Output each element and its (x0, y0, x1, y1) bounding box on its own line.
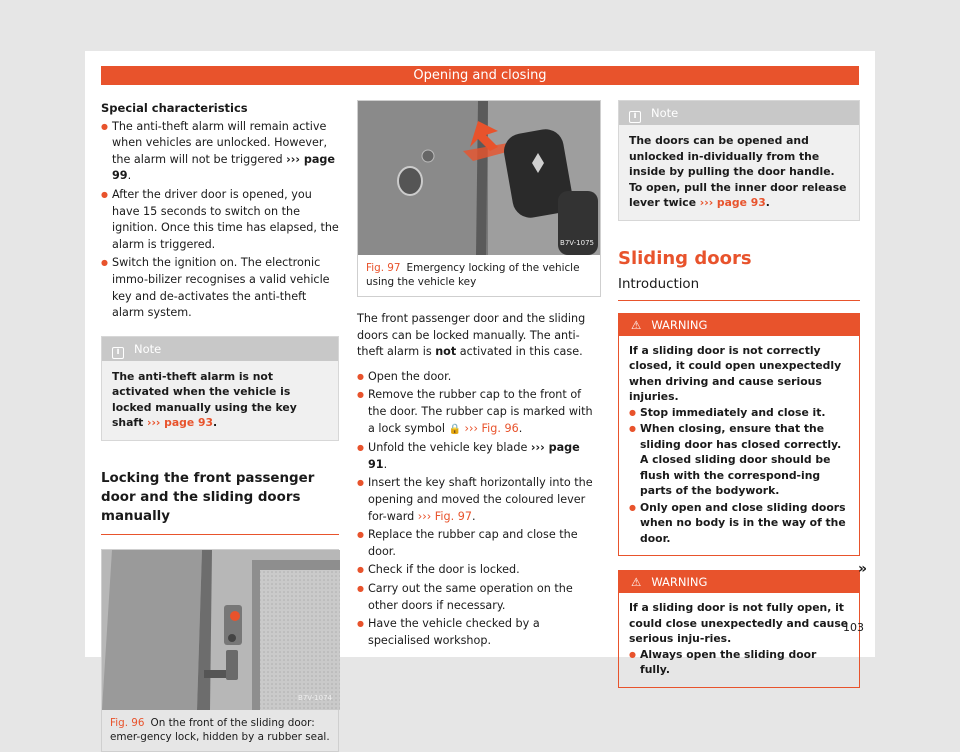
page-ref-link[interactable]: ››› page 99 (112, 152, 336, 183)
special-characteristics-heading: Special characteristics (101, 101, 248, 115)
warning-bullet: ● When closing, ensure that the sliding door has closed correctly. A closed sliding door should be flush with the correspond-ing parts of the bodywork. (629, 421, 849, 499)
figure-96 (101, 549, 339, 752)
column-left (101, 100, 339, 752)
figure-ref-link[interactable]: ››› Fig. 97 (417, 509, 472, 523)
warning-header: ⚠ WARNING (619, 314, 859, 336)
figure-number: Fig. 97 (366, 262, 401, 274)
note-header: i Note (102, 337, 338, 361)
warning-box-2 (618, 570, 860, 688)
page-number: 103 (843, 621, 864, 634)
bullet-alarm-active: ● The anti-theft alarm will remain active when vehicles are unlocked. However, the alarm will not be triggered ››› page 99. (101, 119, 339, 185)
subsection-introduction: Introduction (618, 277, 860, 301)
sliding-door-drawing (102, 550, 340, 710)
warning-body: If a sliding door is not fully open, it could close unexpectedly and cause serious inju-ries. ● Always open the sliding door fully. (619, 593, 859, 687)
key-lock-drawing (358, 101, 600, 255)
note-body: The anti-theft alarm is not activated when the vehicle is locked manually using the key shaft ››› page 93. (112, 369, 297, 430)
lock-symbol-icon: 🔒 (448, 423, 461, 435)
step-6: ● Check if the door is locked. (357, 562, 601, 579)
page-header (101, 66, 859, 85)
figure-97 (357, 100, 601, 297)
step-5: ● Replace the rubber cap and close the door. (357, 527, 601, 560)
intro-paragraph: The front passenger door and the sliding doors can be locked manually. The anti-theft alarm is not activated in this case. (357, 312, 586, 359)
column-right (618, 100, 860, 688)
header-title: Opening and closing (413, 68, 547, 83)
note-box (101, 336, 339, 441)
warning-bullet: ● Always open the sliding door fully. (629, 647, 849, 678)
figure-code: B7V-1075 (560, 239, 594, 248)
column-middle (357, 100, 601, 651)
page-ref-link[interactable]: ››› page 93 (699, 196, 766, 209)
info-icon: i (112, 347, 124, 359)
key-lock-illustration (358, 101, 600, 255)
note-header: i Note (619, 101, 859, 125)
warning-header: ⚠ WARNING (619, 571, 859, 593)
warning-triangle-icon: ⚠ (631, 317, 642, 332)
step-1: ● Open the door. (357, 369, 601, 386)
figure-ref-link[interactable]: ››› Fig. 96 (464, 421, 519, 435)
note-body: The doors can be opened and unlocked in-dividually from the inside by pulling the door handle. To open, pull the inner door release lever twice ››› page 93. (629, 134, 847, 209)
warning-bullet: ● Stop immediately and close it. (629, 405, 849, 421)
warning-box-1 (618, 313, 860, 557)
warning-bullet: ● Only open and close sliding doors when no body is in the way of the door. (629, 500, 849, 547)
info-icon: i (629, 111, 641, 123)
warning-body: If a sliding door is not correctly closed, it could open unexpectedly when driving and cause serious injuries. ● Stop immediately and close it. ● When closing, ensure that the sliding door has closed correctly. A closed sliding door should be flush with the correspond-ing parts of the bodywork. ● Only open and close sliding doors when no body is in the way of the door. (619, 336, 859, 556)
note-box (618, 100, 860, 221)
figure-caption: Fig. 96 On the front of the sliding door: emer-gency lock, hidden by a rubber seal. (110, 716, 330, 743)
step-4: ● Insert the key shaft horizontally into the opening and moved the coloured lever for-ward ››› Fig. 97. (357, 475, 601, 525)
bullet-driver-door: ● After the driver door is opened, you have 15 seconds to switch on the ignition. Once this time has elapsed, the alarm is triggered. (101, 187, 339, 253)
section-title-sliding-doors: Sliding doors (618, 247, 752, 269)
page-ref-link[interactable]: ››› page 93 (147, 416, 213, 430)
page-ref-link[interactable]: ››› page 91 (368, 441, 580, 471)
bullet-ignition: ● Switch the ignition on. The electronic immo-bilizer recognises a valid vehicle key and de-activates the anti-theft alarm system. (101, 255, 339, 321)
step-2: ● Remove the rubber cap to the front of the door. The rubber cap is marked with a lock symbol 🔒 ››› Fig. 96. (357, 387, 601, 438)
step-8: ● Have the vehicle checked by a specialised workshop. (357, 616, 601, 649)
warning-triangle-icon: ⚠ (631, 575, 642, 590)
continue-mark: » (858, 561, 868, 577)
figure-number: Fig. 96 (110, 716, 145, 729)
door-lock-illustration (102, 550, 338, 710)
section-title-locking: Locking the front passenger door and the sliding doors manually (101, 469, 339, 535)
step-7: ● Carry out the same operation on the other doors if necessary. (357, 581, 601, 614)
figure-code: B7V-1074 (298, 694, 332, 703)
figure-caption: Fig. 97 Emergency locking of the vehicle using the vehicle key (366, 262, 580, 288)
steps-list (357, 369, 601, 650)
step-3: ● Unfold the vehicle key blade ››› page 91. (357, 440, 601, 473)
